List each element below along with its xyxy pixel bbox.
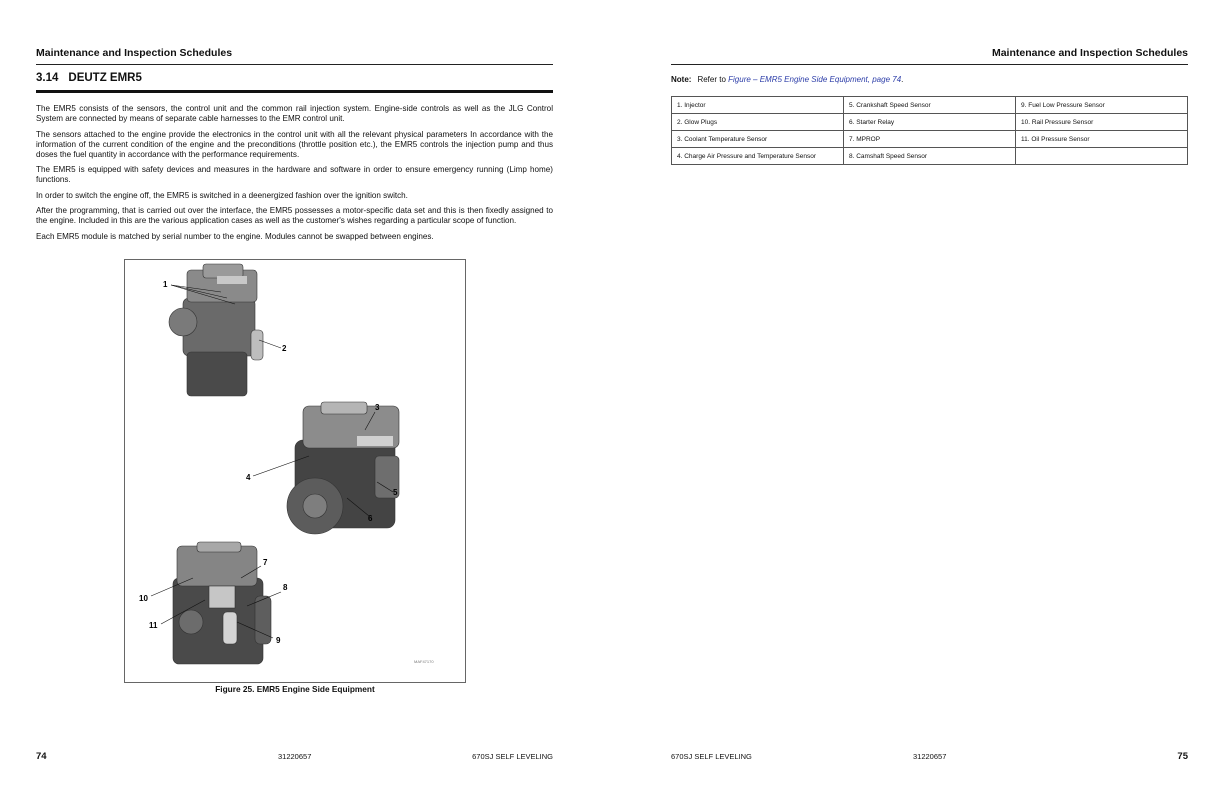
section-number: 3.14 (36, 72, 59, 84)
doc-number: 31220657 (913, 752, 947, 761)
right-page (671, 0, 1188, 792)
callout-2: 2 (282, 344, 287, 353)
engine-view-bottom (173, 542, 271, 664)
table-row (672, 131, 1188, 148)
callout-4: 4 (246, 473, 251, 482)
figure-link[interactable]: Figure – EMR5 Engine Side Equipment, page 74 (728, 75, 902, 84)
table-cell: 3. Coolant Temperature Sensor (672, 131, 844, 148)
table-cell: 8. Camshaft Speed Sensor (844, 148, 1016, 165)
left-page (36, 0, 553, 792)
paragraph: After the programming, that is carried out over the interface, the EMR5 possesses a motor-specific data set and this is then fixedly assigned to the engine. Included in this are the various application cases as well as the customer's wishes regarding a particular scope of function. (36, 206, 553, 225)
note (671, 75, 903, 84)
header-rule (671, 64, 1188, 65)
model-name: 670SJ SELF LEVELING (671, 752, 752, 761)
paragraph: In order to switch the engine off, the EMR5 is switched in a deenergized fashion over the ignition switch. (36, 190, 408, 200)
engine-view-middle (287, 402, 399, 534)
model-name: 670SJ SELF LEVELING (472, 752, 553, 761)
note-suffix: . (901, 75, 904, 84)
table-cell: 5. Crankshaft Speed Sensor (844, 97, 1016, 114)
table-row (672, 97, 1188, 114)
callout-11: 11 (149, 621, 158, 630)
callout-9: 9 (276, 636, 281, 645)
engine-view-top (169, 264, 263, 396)
table-cell: 2. Glow Plugs (672, 114, 844, 131)
section-rule (36, 90, 553, 93)
table-cell (1016, 148, 1188, 165)
paragraph: The sensors attached to the engine provide the electronics in the control unit with all the relevant physical parameters In accordance with the information of the current condition of the engine and the preconditions (throttle position etc.), the EMR5 controls the injection pump and thus doses the fuel quantity in accordance with the performance requirements. (36, 129, 553, 159)
paragraph: The EMR5 is equipped with safety devices and measures in the hardware and software in order to ensure emergency running (Limp home) functions. (36, 165, 553, 184)
table-cell: 7. MPROP (844, 131, 1016, 148)
callout-3: 3 (375, 403, 380, 412)
page-number: 75 (1177, 751, 1188, 762)
paragraph: The EMR5 consists of the sensors, the control unit and the common rail injection system. Engine-side controls as well as the JLG Control System are connected by means of separate cable harnesses to the EMR control unit. (36, 104, 553, 123)
figure-image-code: MAF47170 (414, 659, 434, 664)
header-rule (36, 64, 553, 65)
note-prefix: Refer to (697, 75, 729, 84)
table-row (672, 114, 1188, 131)
section-title: DEUTZ EMR5 (68, 72, 142, 84)
page-number: 74 (36, 751, 47, 762)
callout-5: 5 (393, 488, 398, 497)
running-head: Maintenance and Inspection Schedules (991, 47, 1188, 59)
legend-table (671, 96, 1188, 165)
callout-6: 6 (368, 514, 373, 523)
table-cell: 9. Fuel Low Pressure Sensor (1016, 97, 1188, 114)
table-cell: 10. Rail Pressure Sensor (1016, 114, 1188, 131)
callout-8: 8 (283, 583, 288, 592)
callout-1: 1 (163, 280, 168, 289)
table-row (672, 148, 1188, 165)
table-cell: 6. Starter Relay (844, 114, 1016, 131)
running-head: Maintenance and Inspection Schedules (36, 47, 233, 59)
engine-illustration (125, 260, 465, 682)
callout-7: 7 (263, 558, 268, 567)
table-cell: 1. Injector (672, 97, 844, 114)
section-heading (36, 72, 142, 84)
note-label: Note: (671, 75, 692, 84)
paragraph: Each EMR5 module is matched by serial number to the engine. Modules cannot be swapped between engines. (36, 231, 434, 241)
figure-caption: Figure 25. EMR5 Engine Side Equipment (215, 684, 375, 694)
callout-10: 10 (139, 594, 148, 603)
body-text (36, 104, 553, 247)
doc-number: 31220657 (278, 752, 312, 761)
table-cell: 4. Charge Air Pressure and Temperature Sensor (672, 148, 844, 165)
figure-engine-equipment (124, 259, 466, 683)
table-cell: 11. Oil Pressure Sensor (1016, 131, 1188, 148)
